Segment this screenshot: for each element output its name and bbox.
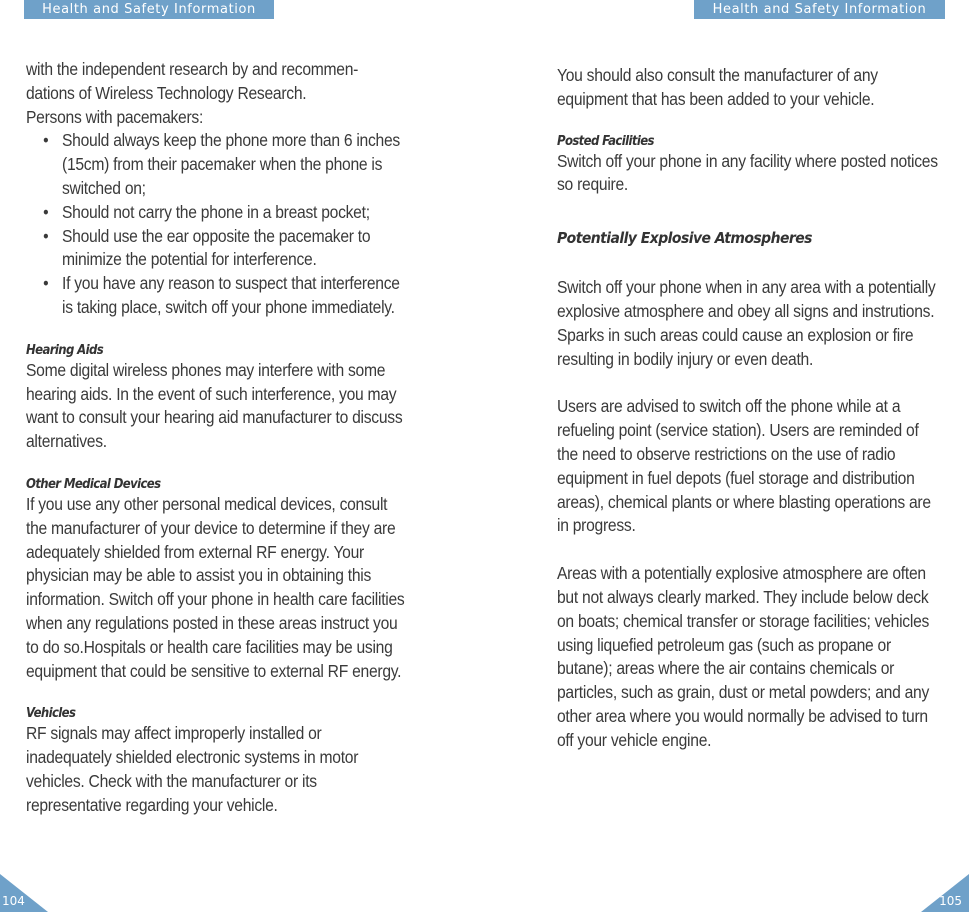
spacer xyxy=(26,454,409,478)
explosive-atmospheres-heading: Potentially Explosive Atmospheres xyxy=(557,229,812,248)
posted-facilities-heading: Posted Facilities xyxy=(557,133,654,149)
spacer xyxy=(557,197,939,228)
other-medical-devices-text: If you use any other personal medical devices, consult the manufacturer of your device to determine if they are adequately shielded from external RF energy. Your physician may be able to assist you in obtaining this information. Switch off your phone in health care facilities when any regulations posted in these areas instruct you to do so.Hospitals or health care facilities may be using equipment that could be sensitive to external RF energy. xyxy=(26,493,405,681)
left-page-content xyxy=(26,58,409,818)
list-item: • Should always keep the phone more than 6 inches (15cm) from their pacemaker when the phone is switched on; xyxy=(26,129,409,200)
hearing-aids-text: Some digital wireless phones may interfere with some hearing aids. In the event of such interference, you may want to consult your hearing aid manufacturer to discuss alternatives. xyxy=(26,359,403,452)
intro-text-line-1: with the independent research by and recommen- xyxy=(26,59,359,79)
right-page-content xyxy=(557,64,939,753)
page-number-right: 105 xyxy=(939,894,962,908)
spacer xyxy=(26,320,409,344)
explosive-atmospheres-paragraph-1: Switch off your phone when in any area with a potentially explosive atmosphere and obey all signs and instrutions. Sparks in such areas could cause an explosion or fire resulting in bodily injury or even death. xyxy=(557,277,936,369)
list-item: • Should not carry the phone in a breast pocket; xyxy=(26,201,409,225)
explosive-atmospheres-paragraph-2: Users are advised to switch off the phone while at a refueling point (service station). Users are reminded of the need to observe restrictions on the use of radio equipment in fuel depots (fuel storage and distribution areas), chemical plants or where blasting operations are in progress. xyxy=(557,396,931,536)
hearing-aids-heading: Hearing Aids xyxy=(26,342,104,358)
vehicles-text: RF signals may affect improperly installed or inadequately shielded electronic systems in motor vehicles. Check with the manufacturer or its representative regarding your vehicle. xyxy=(26,723,359,815)
list-item: • Should use the ear opposite the pacemaker to minimize the potential for interference. xyxy=(26,225,409,273)
pacemaker-bullet-list xyxy=(26,129,409,319)
explosive-atmospheres-paragraph-3: Areas with a potentially explosive atmosphere are often but not always clearly marked. They include below deck on boats; chemical transfer or storage facilities; vehicles using liquefied petroleum gas (such as propane or butane); areas where the air contains chemicals or particles, such as grain, dust or metal powders; and any other area where you would normally be advised to turn off your vehicle engine. xyxy=(557,563,930,750)
intro-text-line-2: dations of Wireless Technology Research. xyxy=(26,82,307,103)
pacemakers-label: Persons with pacemakers: xyxy=(26,106,204,127)
spacer xyxy=(557,248,939,276)
spacer xyxy=(26,683,409,707)
posted-facilities-text: Switch off your phone in any facility where posted notices so require. xyxy=(557,150,938,195)
spacer xyxy=(557,371,939,395)
spacer xyxy=(557,112,939,136)
vehicle-equipment-text: You should also consult the manufacturer of any equipment that has been added to your vehicle. xyxy=(557,65,878,109)
other-medical-devices-heading: Other Medical Devices xyxy=(26,476,161,492)
spacer xyxy=(557,538,939,562)
header-tab-right: Health and Safety Information xyxy=(694,0,945,19)
list-item: • If you have any reason to suspect that interference is taking place, switch off your phone immediately. xyxy=(26,272,409,320)
vehicles-heading: Vehicles xyxy=(26,706,76,722)
header-tab-left: Health and Safety Information xyxy=(24,0,274,19)
page-number-left: 104 xyxy=(2,894,25,908)
